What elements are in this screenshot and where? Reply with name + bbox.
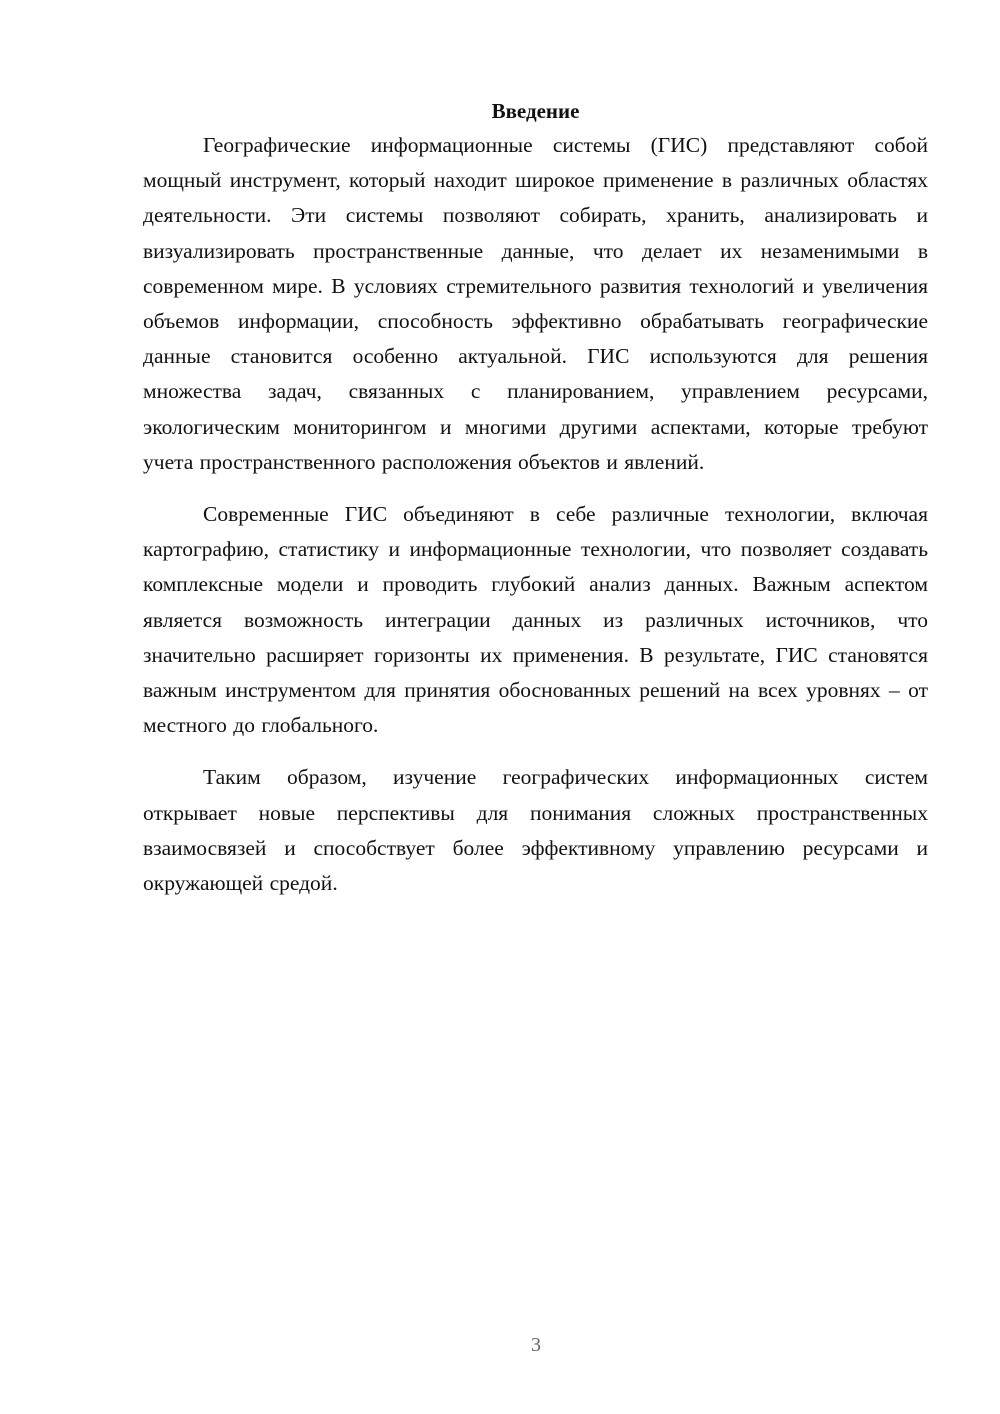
paragraph-3: Таким образом, изучение географических информационных систем открывает новые перспективы для понимания сложных пространственных взаимосвязей и способствует более эффективному управлению ресурсами и окружающей средой. xyxy=(143,765,928,896)
page-content xyxy=(143,94,928,901)
paragraph-1: Географические информационные системы (ГИС) представляют собой мощный инструмент, который находит широкое применение в различных областях деятельности. Эти системы позволяют собирать, хранить, анализировать и визуализировать пространственные данные, что делает их незаменимыми в современном мире. В условиях стремительного развития технологий и увеличения объемов информации, способность эффективно обрабатывать географические данные становится особенно актуальной. ГИС используются для решения множества задач, связанных с планированием, управлением ресурсами, экологическим мониторингом и многими другими аспектами, которые требуют учета пространственного расположения объектов и явлений. xyxy=(143,133,928,474)
paragraph-2: Современные ГИС объединяют в себе различные технологии, включая картографию, статистику и информационные технологии, что позволяет создавать комплексные модели и проводить глубокий анализ данных. Важным аспектом является возможность интеграции данных из различных источников, что значительно расширяет горизонты их применения. В результате, ГИС становятся важным инструментом для принятия обоснованных решений на всех уровнях – от местного до глобального. xyxy=(143,502,928,738)
section-heading: Введение xyxy=(491,99,580,123)
page-number: 3 xyxy=(531,1334,541,1356)
